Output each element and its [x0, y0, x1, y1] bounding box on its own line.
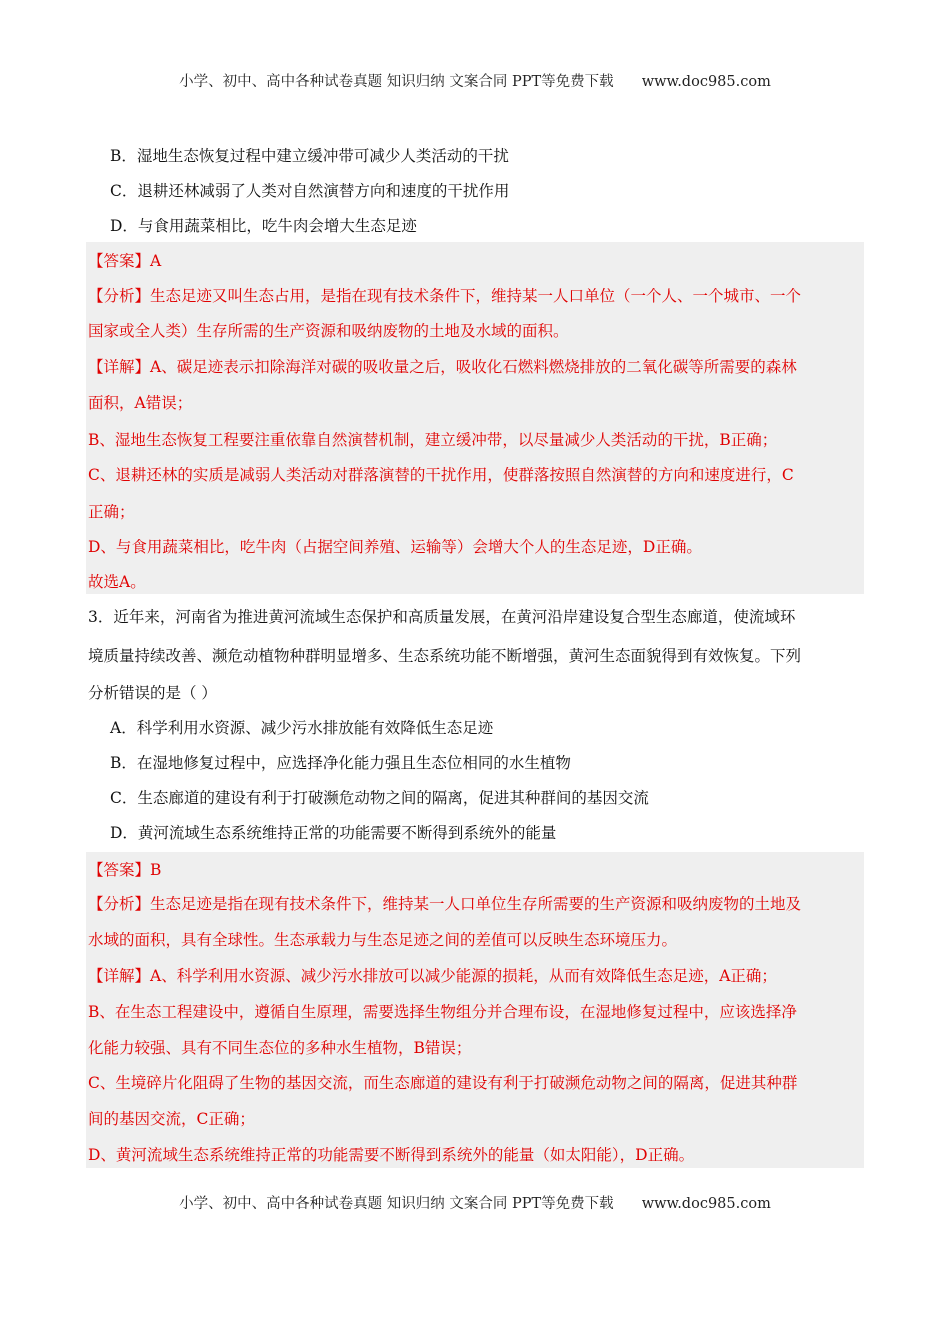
- q3-stem-line-1: 3．近年来，河南省为推进黄河流域生态保护和高质量发展，在黄河沿岸建设复合型生态廊道，使流域环: [88, 608, 796, 626]
- page-footer: [0, 1192, 950, 1213]
- footer-url[interactable]: www.doc985.com: [641, 1196, 771, 1212]
- q3-detail-line-4: C、生境碎片化阻碍了生物的基因交流，而生态廊道的建设有利于打破濒危动物之间的隔离，促进其种群: [88, 1074, 798, 1092]
- header-text: 小学、初中、高中各种试卷真题 知识归纳 文案合同 PPT等免费下载: [179, 74, 614, 90]
- q2-analysis-line-2: 国家或全人类）生存所需的生产资源和吸纳废物的土地及水域的面积。: [88, 322, 569, 340]
- q2-option-b: B．湿地生态恢复过程中建立缓冲带可减少人类活动的干扰: [110, 147, 509, 165]
- q2-detail-line-2: 面积，A错误；: [88, 394, 193, 412]
- q2-detail-line-4: C、退耕还林的实质是减弱人类活动对群落演替的干扰作用，使群落按照自然演替的方向和速度进行，C: [88, 466, 794, 484]
- q2-option-d: D．与食用蔬菜相比，吃牛肉会增大生态足迹: [110, 217, 417, 235]
- page-header: [0, 70, 950, 91]
- q3-stem-line-2: 境质量持续改善、濒危动植物种群明显增多、生态系统功能不断增强，黄河生态面貌得到有效恢复。下列: [88, 647, 802, 665]
- q3-detail-line-6: D、黄河流域生态系统维持正常的功能需要不断得到系统外的能量（如太阳能），D正确。: [88, 1146, 695, 1164]
- q2-detail-line-3: B、湿地生态恢复工程要注重依靠自然演替机制，建立缓冲带，以尽量减少人类活动的干扰，B正确；: [88, 431, 778, 449]
- q3-detail-line-5: 间的基因交流，C正确；: [88, 1110, 255, 1128]
- q3-analysis-line-1: 【分析】生态足迹是指在现有技术条件下，维持某一人口单位生存所需要的生产资源和吸纳废物的土地及: [88, 895, 802, 913]
- q2-analysis-line-1: 【分析】生态足迹又叫生态占用，是指在现有技术条件下，维持某一人口单位（一个人、一个城市、一个: [88, 287, 802, 305]
- q2-detail-line-1: 【详解】A、碳足迹表示扣除海洋对碳的吸收量之后，吸收化石燃料燃烧排放的二氧化碳等所需要的森林: [88, 358, 797, 376]
- q3-answer: 【答案】B: [88, 861, 162, 879]
- header-url[interactable]: www.doc985.com: [641, 74, 771, 90]
- q3-detail-line-3: 化能力较强、具有不同生态位的多种水生植物，B错误；: [88, 1039, 472, 1057]
- q2-answer: 【答案】A: [88, 252, 162, 270]
- footer-text: 小学、初中、高中各种试卷真题 知识归纳 文案合同 PPT等免费下载: [179, 1196, 614, 1212]
- q3-option-c: C．生态廊道的建设有利于打破濒危动物之间的隔离，促进其种群间的基因交流: [110, 789, 649, 807]
- q2-detail-line-5: 正确；: [88, 503, 135, 521]
- q3-option-a: A．科学利用水资源、减少污水排放能有效降低生态足迹: [110, 719, 494, 737]
- q2-conclusion: 故选A。: [88, 573, 146, 591]
- q2-detail-line-6: D、与食用蔬菜相比，吃牛肉（占据空间养殖、运输等）会增大个人的生态足迹，D正确。: [88, 538, 702, 556]
- q3-analysis-line-2: 水域的面积，具有全球性。生态承载力与生态足迹之间的差值可以反映生态环境压力。: [88, 931, 678, 949]
- q3-detail-line-1: 【详解】A、科学利用水资源、减少污水排放可以减少能源的损耗，从而有效降低生态足迹，A正确；: [88, 967, 777, 985]
- q3-option-b: B．在湿地修复过程中，应选择净化能力强且生态位相同的水生植物: [110, 754, 571, 772]
- q3-stem-line-3: 分析错误的是（ ）: [88, 684, 217, 702]
- q3-option-d: D．黄河流域生态系统维持正常的功能需要不断得到系统外的能量: [110, 824, 557, 842]
- q3-detail-line-2: B、在生态工程建设中，遵循自生原理，需要选择生物组分并合理布设，在湿地修复过程中，应该选择净: [88, 1003, 797, 1021]
- q2-option-c: C．退耕还林减弱了人类对自然演替方向和速度的干扰作用: [110, 182, 510, 200]
